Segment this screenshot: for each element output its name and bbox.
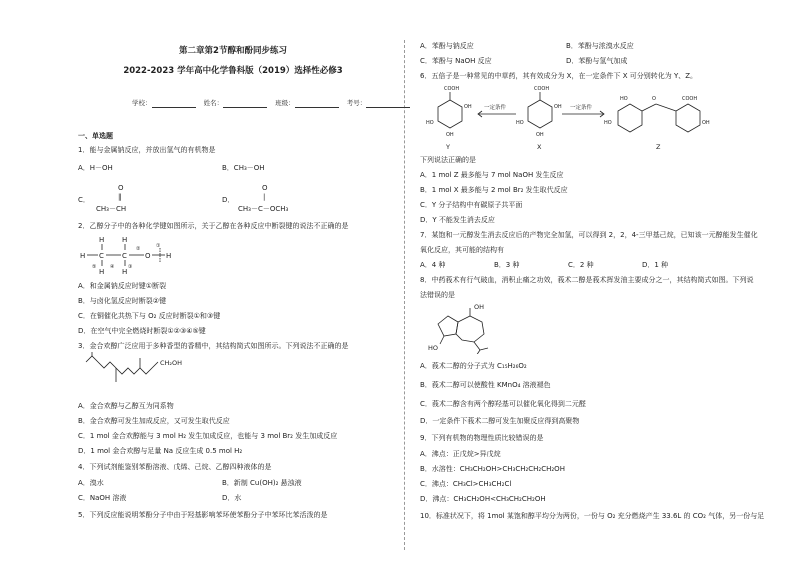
q6-label-x: X — [537, 143, 542, 151]
svg-text:②: ② — [136, 246, 141, 252]
q5-option-a: A．苯酚与钠反应 — [420, 42, 474, 50]
class-label: 班级： — [275, 99, 295, 108]
svg-text:①: ① — [156, 243, 161, 249]
svg-text:OH: OH — [464, 104, 472, 110]
q1-c-bottom: CH₃－CH — [96, 205, 127, 213]
q7-option-b: B．3 种 — [494, 261, 520, 269]
curcumol-ho: HO — [428, 344, 439, 352]
svg-text:C: C — [122, 252, 127, 260]
left-column — [78, 0, 388, 562]
q1-option-d: D． — [222, 196, 235, 204]
svg-text:H: H — [166, 252, 172, 260]
q5-option-b: B．苯酚与浓溴水反应 — [566, 42, 634, 50]
q10-stem: 10．标准状况下，将 1mol 某饱和醇平均分为两份，一份与 O₂ 充分燃烧产生 33.6L 的 CO₂ 气体，另一份与足 — [420, 512, 765, 520]
q6-condition-right: 一定条件 — [570, 105, 593, 111]
q9-option-b: B．水溶性：CH₃CH₂OH>CH₃CH₂CH₂CH₂OH — [420, 465, 565, 473]
svg-text:③: ③ — [128, 264, 133, 270]
q1-d-top: O — [262, 184, 268, 192]
q3-stem: 3．金合欢醇广泛应用于多种香型的香精中，其结构简式如图所示。下列说法不正确的是 — [78, 342, 349, 350]
q3-option-c: C．1 mol 金合欢醇能与 3 mol H₂ 发生加成反应，也能与 3 mol Br₂ 发生加成反应 — [78, 432, 338, 440]
svg-text:HO: HO — [604, 120, 612, 126]
q9-option-a: A．沸点：正戊烷>异戊烷 — [420, 450, 501, 458]
q6-condition-left: 一定条件 — [484, 105, 507, 111]
column-divider — [404, 40, 405, 550]
school-label: 学校： — [132, 99, 152, 108]
svg-text:OH: OH — [446, 132, 454, 138]
q7-option-c: C．2 种 — [568, 261, 594, 269]
q6-ask: 下列说法正确的是 — [420, 156, 476, 164]
q1-c-bond: ‖ — [118, 193, 122, 201]
exam-label: 考号： — [346, 99, 367, 108]
q2-option-d: D．在空气中完全燃烧时断裂①②③④⑤键 — [78, 327, 206, 335]
q4-option-c: C．NaOH 溶液 — [78, 494, 127, 502]
q6-option-d: D．Y 不能发生消去反应 — [420, 216, 495, 224]
svg-text:H: H — [122, 236, 128, 244]
q5-stem: 5．下列反应能说明苯酚分子中由于羟基影响苯环使苯酚分子中苯环比苯活泼的是 — [78, 511, 328, 519]
q7-option-a: A．4 种 — [420, 261, 446, 269]
svg-text:C: C — [99, 252, 104, 260]
svg-text:OH: OH — [536, 132, 544, 138]
q1-option-a: A．H－OH — [78, 164, 113, 172]
exam-field[interactable] — [366, 100, 410, 108]
q6-option-c: C．Y 分子结构中有碳原子共平面 — [420, 201, 523, 209]
q4-option-b: B．新制 Cu(OH)₂ 悬浊液 — [222, 479, 302, 487]
q5-option-d: D．苯酚与氢气加成 — [566, 57, 628, 65]
school-field[interactable] — [152, 100, 196, 108]
q8-option-c: C．莪术二醇含有两个醇羟基可以催化氧化得到二元醛 — [420, 400, 586, 408]
svg-text:O: O — [145, 252, 151, 260]
q9-option-d: D．沸点：CH₃CH₂OH<CH₃CH₂CH₂OH — [420, 495, 546, 503]
q6-option-a: A．1 mol Z 最多能与 7 mol NaOH 发生反应 — [420, 171, 564, 179]
q8-line-2: 法错误的是 — [420, 291, 455, 299]
svg-text:OH: OH — [702, 120, 710, 126]
svg-text:HO: HO — [426, 120, 434, 126]
svg-text:OH: OH — [554, 104, 562, 110]
svg-text:COOH: COOH — [534, 86, 550, 92]
curcumol-oh: OH — [474, 303, 485, 311]
q7-line-2: 氧化反应，其可能的结构有 — [420, 246, 504, 254]
page-title: 第二章第2节醇和酚同步练习 — [179, 46, 287, 56]
section-heading: 一、单选题 — [78, 132, 113, 140]
q6-option-b: B．1 mol X 最多能与 2 mol Br₂ 发生取代反应 — [420, 186, 568, 194]
q6-label-y: Y — [446, 143, 450, 151]
q4-option-a: A．溴水 — [78, 479, 104, 487]
q2-option-c: C．在铜催化共热下与 O₂ 反应时断裂①和③键 — [78, 312, 221, 320]
q9-option-c: C．沸点：CH₃Cl>CH₃CH₂Cl — [420, 480, 512, 488]
svg-text:④: ④ — [110, 264, 115, 270]
svg-text:H: H — [99, 268, 105, 276]
q8-option-a: A．莪术二醇的分子式为 C₁₅H₂₆O₂ — [420, 362, 527, 370]
q3-option-a: A．金合欢醇与乙醇互为同系物 — [78, 402, 174, 410]
page-subtitle: 2022-2023 学年高中化学鲁科版（2019）选择性必修3 — [123, 66, 343, 76]
q2-option-b: B．与卤化氢反应时断裂②键 — [78, 297, 167, 305]
q9-stem: 9．下列有机物的物理性质比较错误的是 — [420, 434, 544, 442]
q7-option-d: D．1 种 — [642, 261, 669, 269]
svg-text:H: H — [99, 236, 105, 244]
name-field[interactable] — [223, 100, 267, 108]
q4-option-d: D．水 — [222, 494, 242, 502]
student-info-line — [132, 100, 416, 108]
q1-option-b: B．CH₃－OH — [222, 164, 265, 172]
farnesol-structure — [82, 352, 172, 394]
svg-text:⑤: ⑤ — [92, 264, 97, 270]
q7-line-1: 7．某饱和一元醇发生消去反应后的产物完全加氢，可以得到 2，2，4-三甲基己烷，已知该一元醇能发生催化 — [420, 231, 758, 239]
q8-line-1: 8．中药莪术有行气破血，消积止痛之功效，莪术二醇是莪术挥发油主要成分之一，其结构简式如图。下列说 — [420, 276, 754, 284]
curcumol-structure — [428, 304, 508, 354]
q4-stem: 4．下列试剂能鉴别苯酚溶液、戊烯、己烷、乙醇四种液体的是 — [78, 463, 272, 471]
q2-stem: 2．乙醇分子中的各种化学键如图所示，关于乙醇在各种反应中断裂键的说法不正确的是 — [78, 222, 349, 230]
q2-option-a: A．和金属钠反应时键①断裂 — [78, 282, 167, 290]
q3-option-d: D．1 mol 金合欢醇与足量 Na 反应生成 0.5 mol H₂ — [78, 447, 243, 455]
ethanol-bond-diagram — [78, 234, 188, 276]
svg-text:HO: HO — [620, 96, 628, 102]
q1-d-bottom: CH₃－C－OCH₃ — [238, 205, 289, 213]
name-label: 姓名： — [203, 99, 224, 108]
q6-label-z: Z — [656, 143, 661, 151]
farnesol-oh-label: CH₂OH — [160, 359, 183, 367]
svg-text:H: H — [80, 252, 86, 260]
q5-option-c: C．苯酚与 NaOH 反应 — [420, 57, 492, 65]
svg-text:O: O — [652, 96, 656, 102]
q6-reaction-scheme — [420, 84, 720, 144]
svg-text:COOH: COOH — [444, 86, 460, 92]
q3-option-b: B．金合欢醇可发生加成反应，又可发生取代反应 — [78, 417, 230, 425]
q1-c-top: O — [118, 184, 124, 192]
svg-text:HO: HO — [516, 120, 524, 126]
q8-option-b: B．莪术二醇可以使酸性 KMnO₄ 溶液褪色 — [420, 381, 551, 389]
q1-stem: 1．能与金属钠反应，并放出氢气的有机物是 — [78, 146, 216, 154]
class-field[interactable] — [295, 100, 339, 108]
q8-option-d: D．一定条件下莪术二醇可发生加聚反应得到高聚物 — [420, 417, 580, 425]
svg-text:H: H — [122, 268, 128, 276]
svg-text:COOH: COOH — [682, 96, 698, 102]
q1-d-bond: | — [263, 193, 266, 201]
q6-stem: 6．五倍子是一种常见的中草药，其有效成分为 X，在一定条件下 X 可分别转化为 Y、Z。 — [420, 72, 698, 80]
q1-option-c: C． — [78, 196, 90, 204]
right-column — [420, 0, 765, 562]
